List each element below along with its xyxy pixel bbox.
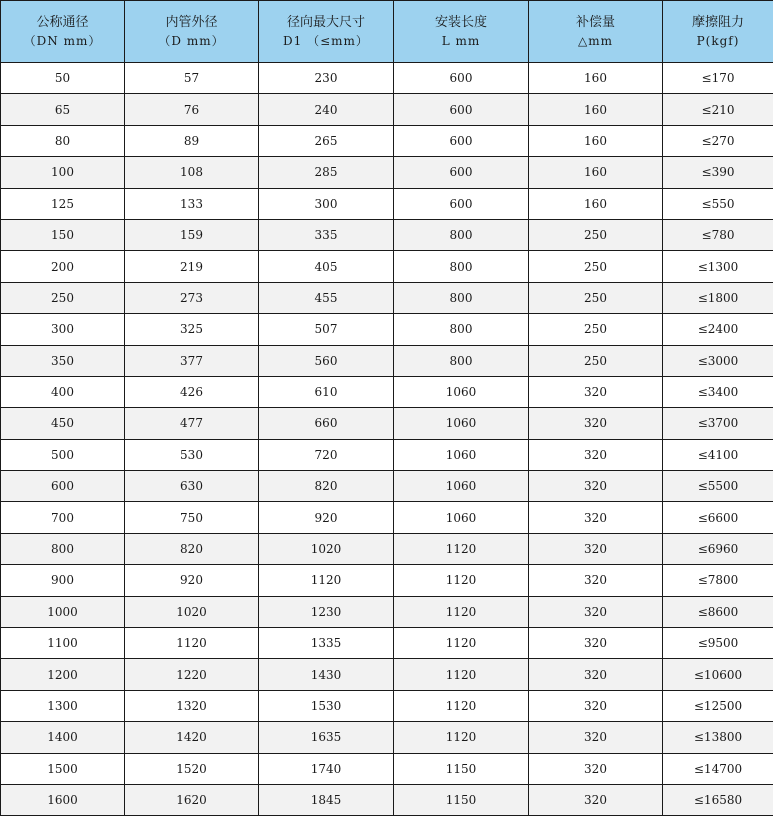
- header-unit: （DN mm）: [1, 32, 124, 50]
- cell-nominal-diameter: 1500: [1, 753, 125, 784]
- cell-install-length: 1060: [394, 408, 529, 439]
- cell-friction-resistance: ≤3700: [663, 408, 773, 439]
- cell-nominal-diameter: 1100: [1, 628, 125, 659]
- table-row: [1, 753, 773, 784]
- cell-friction-resistance: ≤550: [663, 188, 773, 219]
- cell-max-radial-size: 300: [259, 188, 394, 219]
- cell-nominal-diameter: 150: [1, 219, 125, 250]
- cell-nominal-diameter: 800: [1, 533, 125, 564]
- cell-nominal-diameter: 450: [1, 408, 125, 439]
- cell-compensation: 320: [529, 659, 663, 690]
- cell-compensation: 320: [529, 628, 663, 659]
- cell-nominal-diameter: 100: [1, 157, 125, 188]
- cell-friction-resistance: ≤13800: [663, 722, 773, 753]
- cell-max-radial-size: 1530: [259, 690, 394, 721]
- cell-max-radial-size: 720: [259, 439, 394, 470]
- table-row: [1, 157, 773, 188]
- cell-friction-resistance: ≤270: [663, 125, 773, 156]
- cell-friction-resistance: ≤170: [663, 63, 773, 94]
- cell-friction-resistance: ≤14700: [663, 753, 773, 784]
- cell-max-radial-size: 265: [259, 125, 394, 156]
- cell-max-radial-size: 405: [259, 251, 394, 282]
- cell-install-length: 800: [394, 282, 529, 313]
- cell-inner-pipe-od: 426: [125, 376, 259, 407]
- cell-nominal-diameter: 200: [1, 251, 125, 282]
- cell-inner-pipe-od: 159: [125, 219, 259, 250]
- header-unit: △mm: [529, 32, 662, 50]
- cell-nominal-diameter: 1600: [1, 784, 125, 815]
- header-max-radial-size: [259, 1, 394, 63]
- cell-compensation: 320: [529, 533, 663, 564]
- cell-compensation: 160: [529, 63, 663, 94]
- cell-compensation: 320: [529, 439, 663, 470]
- cell-friction-resistance: ≤780: [663, 219, 773, 250]
- cell-inner-pipe-od: 1420: [125, 722, 259, 753]
- cell-friction-resistance: ≤16580: [663, 784, 773, 815]
- cell-inner-pipe-od: 219: [125, 251, 259, 282]
- cell-install-length: 800: [394, 345, 529, 376]
- cell-compensation: 250: [529, 282, 663, 313]
- cell-install-length: 1150: [394, 784, 529, 815]
- cell-max-radial-size: 1230: [259, 596, 394, 627]
- table-row: [1, 376, 773, 407]
- cell-nominal-diameter: 80: [1, 125, 125, 156]
- table-row: [1, 345, 773, 376]
- cell-friction-resistance: ≤1800: [663, 282, 773, 313]
- cell-compensation: 250: [529, 345, 663, 376]
- header-unit: （D mm）: [125, 32, 258, 50]
- table-row: [1, 282, 773, 313]
- cell-max-radial-size: 1430: [259, 659, 394, 690]
- cell-friction-resistance: ≤3400: [663, 376, 773, 407]
- cell-install-length: 1120: [394, 722, 529, 753]
- table-row: [1, 502, 773, 533]
- cell-compensation: 160: [529, 125, 663, 156]
- cell-compensation: 320: [529, 502, 663, 533]
- cell-nominal-diameter: 1300: [1, 690, 125, 721]
- cell-inner-pipe-od: 108: [125, 157, 259, 188]
- cell-inner-pipe-od: 1520: [125, 753, 259, 784]
- cell-friction-resistance: ≤8600: [663, 596, 773, 627]
- cell-nominal-diameter: 1200: [1, 659, 125, 690]
- cell-friction-resistance: ≤4100: [663, 439, 773, 470]
- table-row: [1, 471, 773, 502]
- cell-install-length: 800: [394, 251, 529, 282]
- cell-compensation: 160: [529, 94, 663, 125]
- cell-max-radial-size: 230: [259, 63, 394, 94]
- cell-install-length: 1120: [394, 690, 529, 721]
- cell-max-radial-size: 1335: [259, 628, 394, 659]
- cell-compensation: 320: [529, 784, 663, 815]
- cell-compensation: 250: [529, 251, 663, 282]
- cell-inner-pipe-od: 1220: [125, 659, 259, 690]
- table-row: [1, 63, 773, 94]
- header-label: 径向最大尺寸: [287, 15, 365, 30]
- cell-nominal-diameter: 300: [1, 314, 125, 345]
- table-row: [1, 722, 773, 753]
- header-label: 公称通径: [36, 15, 88, 30]
- cell-friction-resistance: ≤1300: [663, 251, 773, 282]
- cell-max-radial-size: 660: [259, 408, 394, 439]
- table-row: [1, 251, 773, 282]
- cell-max-radial-size: 240: [259, 94, 394, 125]
- table-row: [1, 439, 773, 470]
- header-unit: P(kgf): [663, 32, 773, 50]
- cell-friction-resistance: ≤9500: [663, 628, 773, 659]
- cell-inner-pipe-od: 1020: [125, 596, 259, 627]
- header-label: 安装长度: [435, 15, 487, 30]
- cell-nominal-diameter: 1000: [1, 596, 125, 627]
- table-row: [1, 219, 773, 250]
- cell-max-radial-size: 1740: [259, 753, 394, 784]
- cell-friction-resistance: ≤7800: [663, 565, 773, 596]
- cell-friction-resistance: ≤6600: [663, 502, 773, 533]
- cell-inner-pipe-od: 820: [125, 533, 259, 564]
- header-unit: L mm: [394, 32, 528, 50]
- cell-install-length: 600: [394, 157, 529, 188]
- cell-inner-pipe-od: 273: [125, 282, 259, 313]
- cell-compensation: 320: [529, 753, 663, 784]
- cell-compensation: 320: [529, 408, 663, 439]
- cell-install-length: 1120: [394, 533, 529, 564]
- header-label: 摩擦阻力: [692, 15, 744, 30]
- cell-inner-pipe-od: 630: [125, 471, 259, 502]
- cell-install-length: 600: [394, 63, 529, 94]
- cell-inner-pipe-od: 530: [125, 439, 259, 470]
- cell-install-length: 1150: [394, 753, 529, 784]
- cell-max-radial-size: 455: [259, 282, 394, 313]
- cell-install-length: 1120: [394, 628, 529, 659]
- cell-inner-pipe-od: 1620: [125, 784, 259, 815]
- cell-install-length: 600: [394, 188, 529, 219]
- cell-compensation: 320: [529, 471, 663, 502]
- cell-max-radial-size: 560: [259, 345, 394, 376]
- cell-max-radial-size: 1120: [259, 565, 394, 596]
- cell-nominal-diameter: 350: [1, 345, 125, 376]
- cell-friction-resistance: ≤210: [663, 94, 773, 125]
- cell-friction-resistance: ≤390: [663, 157, 773, 188]
- cell-install-length: 600: [394, 125, 529, 156]
- cell-nominal-diameter: 700: [1, 502, 125, 533]
- table-header: [1, 1, 773, 63]
- cell-compensation: 160: [529, 157, 663, 188]
- table-row: [1, 533, 773, 564]
- cell-max-radial-size: 507: [259, 314, 394, 345]
- cell-nominal-diameter: 1400: [1, 722, 125, 753]
- cell-compensation: 320: [529, 565, 663, 596]
- cell-install-length: 1060: [394, 502, 529, 533]
- header-label: 补偿量: [576, 15, 615, 30]
- cell-inner-pipe-od: 1120: [125, 628, 259, 659]
- table-row: [1, 628, 773, 659]
- table-row: [1, 784, 773, 815]
- table-body: [1, 63, 773, 816]
- table-row: [1, 314, 773, 345]
- header-compensation: [529, 1, 663, 63]
- cell-nominal-diameter: 65: [1, 94, 125, 125]
- cell-max-radial-size: 1020: [259, 533, 394, 564]
- cell-inner-pipe-od: 325: [125, 314, 259, 345]
- cell-install-length: 1060: [394, 439, 529, 470]
- cell-max-radial-size: 1635: [259, 722, 394, 753]
- cell-inner-pipe-od: 377: [125, 345, 259, 376]
- cell-max-radial-size: 920: [259, 502, 394, 533]
- cell-install-length: 1060: [394, 471, 529, 502]
- cell-inner-pipe-od: 89: [125, 125, 259, 156]
- cell-nominal-diameter: 400: [1, 376, 125, 407]
- cell-install-length: 600: [394, 94, 529, 125]
- cell-inner-pipe-od: 76: [125, 94, 259, 125]
- cell-inner-pipe-od: 750: [125, 502, 259, 533]
- cell-inner-pipe-od: 133: [125, 188, 259, 219]
- header-install-length: [394, 1, 529, 63]
- cell-nominal-diameter: 50: [1, 63, 125, 94]
- cell-max-radial-size: 820: [259, 471, 394, 502]
- cell-friction-resistance: ≤6960: [663, 533, 773, 564]
- cell-compensation: 250: [529, 314, 663, 345]
- cell-compensation: 320: [529, 596, 663, 627]
- table-row: [1, 659, 773, 690]
- table-row: [1, 125, 773, 156]
- cell-install-length: 1120: [394, 659, 529, 690]
- cell-friction-resistance: ≤5500: [663, 471, 773, 502]
- cell-nominal-diameter: 250: [1, 282, 125, 313]
- cell-friction-resistance: ≤10600: [663, 659, 773, 690]
- cell-install-length: 800: [394, 314, 529, 345]
- cell-compensation: 250: [529, 219, 663, 250]
- cell-friction-resistance: ≤3000: [663, 345, 773, 376]
- table-row: [1, 94, 773, 125]
- table-row: [1, 690, 773, 721]
- cell-install-length: 1120: [394, 565, 529, 596]
- cell-max-radial-size: 1845: [259, 784, 394, 815]
- table-row: [1, 188, 773, 219]
- cell-install-length: 1120: [394, 596, 529, 627]
- cell-max-radial-size: 335: [259, 219, 394, 250]
- table-row: [1, 565, 773, 596]
- cell-max-radial-size: 610: [259, 376, 394, 407]
- table-row: [1, 596, 773, 627]
- cell-compensation: 320: [529, 722, 663, 753]
- cell-compensation: 320: [529, 690, 663, 721]
- cell-nominal-diameter: 900: [1, 565, 125, 596]
- cell-nominal-diameter: 125: [1, 188, 125, 219]
- table-row: [1, 408, 773, 439]
- cell-inner-pipe-od: 57: [125, 63, 259, 94]
- header-unit: D1 （≤mm）: [259, 32, 393, 50]
- header-row: [1, 1, 773, 63]
- cell-nominal-diameter: 600: [1, 471, 125, 502]
- cell-inner-pipe-od: 477: [125, 408, 259, 439]
- cell-install-length: 1060: [394, 376, 529, 407]
- cell-nominal-diameter: 500: [1, 439, 125, 470]
- cell-max-radial-size: 285: [259, 157, 394, 188]
- header-nominal-diameter: [1, 1, 125, 63]
- cell-compensation: 320: [529, 376, 663, 407]
- header-inner-pipe-od: [125, 1, 259, 63]
- header-label: 内管外径: [165, 15, 217, 30]
- cell-compensation: 160: [529, 188, 663, 219]
- cell-friction-resistance: ≤2400: [663, 314, 773, 345]
- header-friction-resistance: [663, 1, 773, 63]
- cell-install-length: 800: [394, 219, 529, 250]
- cell-friction-resistance: ≤12500: [663, 690, 773, 721]
- cell-inner-pipe-od: 920: [125, 565, 259, 596]
- cell-inner-pipe-od: 1320: [125, 690, 259, 721]
